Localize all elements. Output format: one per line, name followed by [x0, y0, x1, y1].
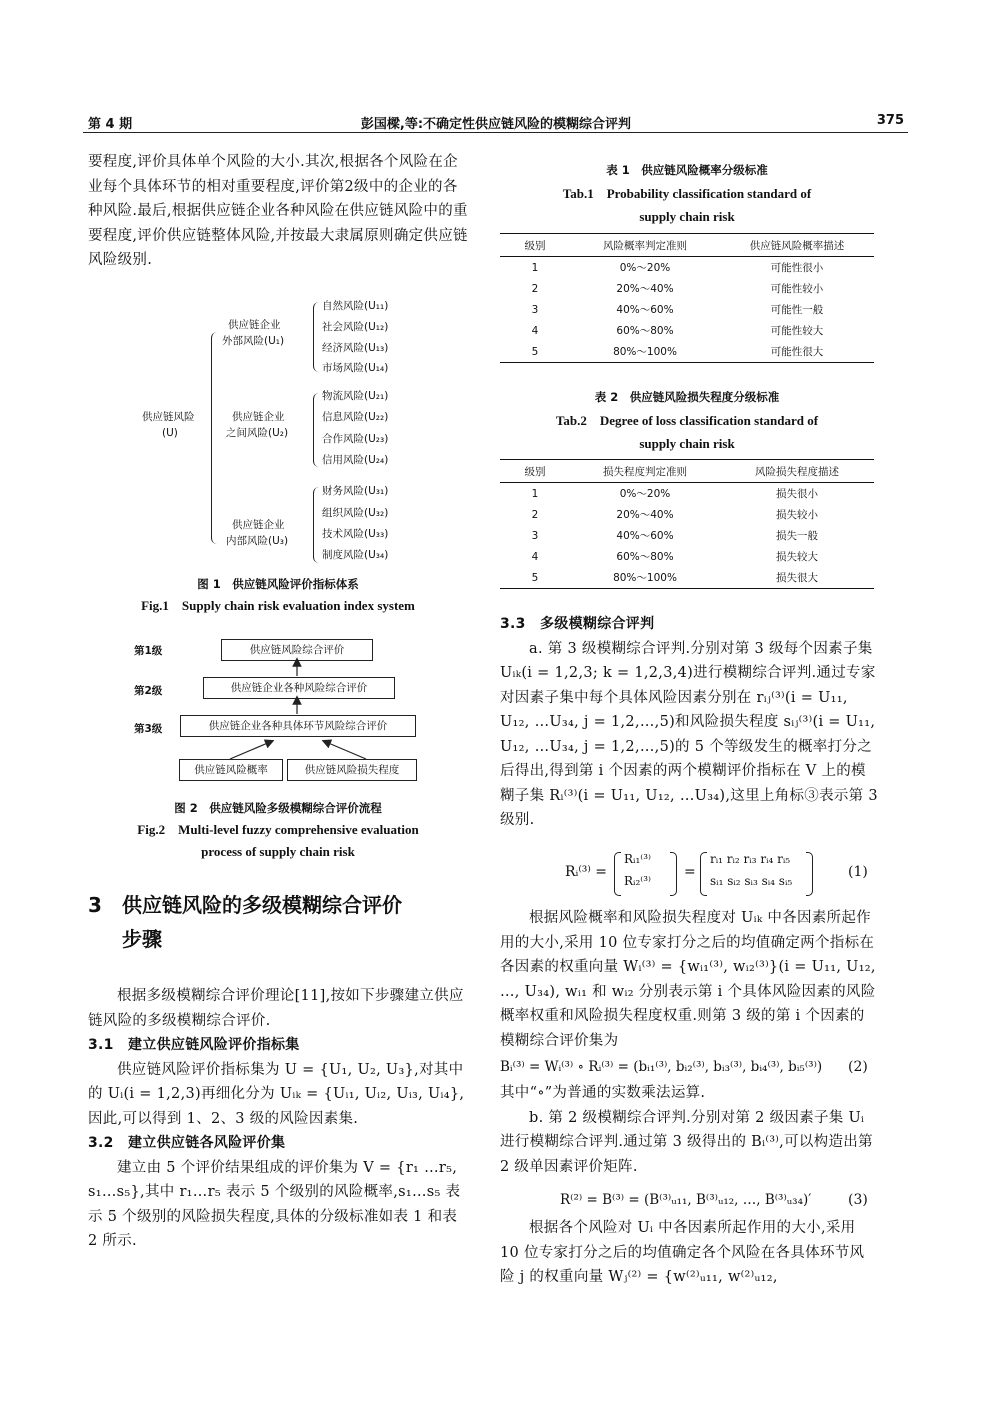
fig2-box-probability: 供应链风险概率 [179, 759, 283, 781]
tab1-header: 供应链风险概率描述 [720, 234, 874, 257]
tab2-cell: 80%～100% [570, 567, 720, 589]
eq1-brace-right-1 [670, 852, 677, 896]
table-2 [500, 459, 874, 589]
table-row [500, 278, 874, 299]
tab2-cell: 损失较小 [776, 509, 818, 521]
tab1-cell: 60%～80% [616, 325, 674, 337]
tab2-cell: 5 [500, 567, 570, 589]
fig1-item-u11: 自然风险(U₁₁) [322, 300, 389, 312]
tab2-cell: 1 [531, 487, 539, 500]
tab1-caption-en2: supply chain risk [639, 209, 735, 224]
tab2-header: 风险损失程度描述 [720, 460, 874, 483]
tab1-cell: 4 [531, 324, 539, 337]
eq2-number: (2) [848, 1059, 868, 1075]
fig1-group-3-name: 供应链企业 [232, 519, 285, 531]
para-c: b. 第 2 级模糊综合评判.分别对第 2 级因素子集 Uᵢ 进行模糊综合评判.通过第 3 级得出的 Bᵢ⁽³⁾,可以构造出第 2 级单因素评价矩阵. [500, 1109, 873, 1175]
fig2-level-1: 第1级 [134, 645, 163, 657]
table-row [500, 341, 874, 363]
fig2-arrow-loss-to-3 [326, 742, 366, 759]
section-3-body [88, 984, 468, 1254]
tab1-cell: 1 [531, 261, 539, 274]
fig1-group-2-name: 供应链企业 [232, 411, 285, 423]
table-row [500, 504, 874, 525]
eq1-matrix-row2: sᵢ₁ sᵢ₂ sᵢ₃ sᵢ₄ sᵢ₅ [710, 874, 793, 888]
tab2-cell: 损失一般 [776, 530, 818, 542]
eq1-brace-right-2 [806, 852, 813, 896]
tab1-cell: 0%～20% [619, 262, 671, 274]
eq2: Bᵢ⁽³⁾ = Wᵢ⁽³⁾ ∘ Rᵢ⁽³⁾ = (bᵢ₁⁽³⁾, bᵢ₂⁽³⁾, bᵢ₃⁽³⁾, bᵢ₄⁽³⁾, bᵢ₅⁽³⁾) [500, 1059, 823, 1075]
tab1-cell: 可能性较大 [770, 325, 824, 337]
fig1-group-1-brace [313, 302, 321, 372]
fig1-item-u31: 财务风险(U₃₁) [322, 485, 389, 497]
eq1-number: (1) [848, 864, 868, 880]
para-b-block [500, 906, 878, 1053]
tab2-cell: 0%～20% [619, 488, 671, 500]
tab1-cell: 可能性很小 [770, 262, 824, 274]
s33-heading: 3.3 多级模糊综合评判 [500, 616, 655, 632]
tab1-cell: 可能性较小 [770, 283, 824, 295]
fig1-group-1-name2: 外部风险(U₁) [222, 335, 285, 347]
section-3-3-body [500, 612, 878, 833]
para-d: 根据各个风险对 Uᵢ 中各因素所起作用的大小,采用 10 位专家打分之后的均值确定各个风险在各具体环节风险 j 的权重向量 Wⱼ⁽²⁾ = {w⁽²⁾ᵤ₁₁, w⁽²⁾ᵤ₁₂, [500, 1220, 865, 1285]
tab1-header: 级别 [500, 234, 570, 257]
fig1-item-u13: 经济风险(U₁₃) [322, 342, 389, 354]
s31-text: 供应链风险评价指标集为 U = {U₁, U₂, U₃},对其中的 Uᵢ(i = 1,2,3)再细化分为 Uᵢₖ = {Uᵢ₁, Uᵢ₂, Uᵢ₃, Uᵢ₄},因此,可以得到 1、2、3 级的风险因素集. [88, 1061, 465, 1127]
tab1-caption-cn: 表 1 供应链风险概率分级标准 [606, 163, 768, 177]
tab1-cell: 3 [531, 303, 539, 316]
tab2-cell: 损失很小 [776, 488, 818, 500]
fig1-item-u24: 信用风险(U₂₄) [322, 454, 389, 466]
table-row [500, 299, 874, 320]
fig2-arrows [170, 655, 430, 765]
eq3: R⁽²⁾ = B⁽³⁾ = (B⁽³⁾ᵤ₁₁, B⁽³⁾ᵤ₁₂, …, B⁽³⁾ᵤ₃₄)′ [560, 1192, 812, 1208]
running-title: 彭国樑,等:不确定性供应链风险的模糊综合评判 [360, 117, 632, 132]
fig1-item-u21: 物流风险(U₂₁) [322, 390, 389, 402]
table-row [500, 567, 874, 589]
tab2-cell: 损失很大 [720, 567, 874, 589]
fig2-box-level3: 供应链企业各种具体环节风险综合评价 [180, 715, 416, 737]
fig2-box-level2: 供应链企业各种风险综合评价 [203, 677, 395, 699]
tab1-cell: 20%～40% [616, 283, 674, 295]
s32-text: 建立由 5 个评价结果组成的评价集为 V = {r₁ …r₅, s₁…s₅},其中 r₁…r₅ 表示 5 个级别的风险概率,s₁…s₅ 表示 5 个级别的风险损失程度,具体的分级标准如表 1 和表 2 所示. [88, 1159, 461, 1249]
fig1-item-u12: 社会风险(U₁₂) [322, 321, 389, 333]
fig1-group-2-brace [313, 393, 321, 467]
fig1-item-u33: 技术风险(U₃₃) [322, 528, 389, 540]
tab1-cell: 可能性一般 [770, 304, 824, 316]
fig2-caption-en1: Fig.2 Multi-level fuzzy comprehensive evaluation [137, 822, 419, 837]
fig2-caption-cn: 图 2 供应链风险多级模糊综合评价流程 [174, 801, 382, 815]
tab2-header: 损失程度判定准则 [570, 460, 720, 483]
fig1-caption-en: Fig.1 Supply chain risk evaluation index system [141, 598, 415, 613]
tab1-cell: 40%～60% [616, 304, 674, 316]
section-3-number: 3 [88, 893, 102, 917]
tab2-cell: 60%～80% [616, 551, 674, 563]
fig2-level-3: 第3级 [134, 723, 163, 735]
fig2-level-2: 第2级 [134, 685, 163, 697]
para-b1: 根据风险概率和风险损失程度对 Uᵢₖ 中各因素所起作用的大小,采用 10 位专家打分之后的均值确定两个指标在各因素的权重向量 Wᵢ⁽³⁾ = {wᵢ₁⁽³⁾, wᵢ₂⁽³⁾}(i = U₁₁, U₁₂, …, U₃₄), wᵢ₁ 和 wᵢ₂ 分别表示第 i 个具体风险因素的风险概率权重和风险损失程度权重.则第 3 级的第 i 个因素的模糊综合评价集为 [500, 910, 876, 1049]
tab2-caption-cn: 表 2 供应链风险损失程度分级标准 [594, 390, 780, 404]
section-3-title-line1: 供应链风险的多级模糊综合评价 [122, 893, 402, 917]
intro-text: 要程度,评价具体单个风险的大小.其次,根据各个风险在企业每个具体环节的相对重要程度,评价第2级中的企业的各种风险.最后,根据供应链企业各种风险在供应链风险中的重要程度,评价供应链整体风险,并按最大隶属原则确定供应链风险级别. [88, 154, 468, 268]
table-row [500, 483, 874, 505]
eq1-mid-row2: Rᵢ₂⁽³⁾ [624, 874, 651, 888]
table-row [500, 546, 874, 567]
tab2-cell: 40%～60% [616, 530, 674, 542]
s32-heading: 3.2 建立供应链各风险评价集 [88, 1135, 286, 1151]
eq1-brace-left-1 [614, 852, 621, 896]
fig1-item-u34: 制度风险(U₃₄) [322, 549, 389, 561]
tab1-caption-en1: Tab.1 Probability classification standard of [562, 186, 812, 201]
page-number: 375 [876, 113, 904, 128]
tab1-cell: 2 [531, 282, 539, 295]
eq2-note-block [500, 1081, 878, 1179]
s3-intro-text: 根据多级模糊综合评价理论[11],按如下步骤建立供应链风险的多级模糊综合评价. [88, 988, 464, 1029]
table-row [500, 525, 874, 546]
eq1-matrix-row1: rᵢ₁ rᵢ₂ rᵢ₃ rᵢ₄ rᵢ₅ [710, 852, 791, 866]
intro-paragraph [88, 150, 468, 273]
fig1-group-1-name: 供应链企业 [228, 319, 281, 331]
s31-heading: 3.1 建立供应链风险评价指标集 [88, 1037, 300, 1053]
eq1-brace-left-2 [700, 852, 707, 896]
fig1-item-u22: 信息风险(U₂₂) [322, 411, 389, 423]
fig2-caption-en2: process of supply chain risk [201, 844, 355, 859]
fig2-box-overall: 供应链风险综合评价 [221, 639, 373, 661]
tab2-cell: 4 [531, 550, 539, 563]
tab2-caption-en1: Tab.2 Degree of loss classification standard of [555, 413, 819, 428]
fig1-item-u32: 组织风险(U₃₂) [322, 507, 389, 519]
eq1-mid-row1: Rᵢ₁⁽³⁾ [624, 852, 651, 866]
fig1-item-u23: 合作风险(U₂₃) [322, 433, 389, 445]
eq3-number: (3) [848, 1192, 868, 1208]
table-1 [500, 233, 874, 363]
tab2-cell: 20%～40% [616, 509, 674, 521]
fig1-group-3-name2: 内部风险(U₃) [226, 535, 289, 547]
tab2-header: 级别 [500, 460, 570, 483]
issue-number: 第 4 期 [88, 117, 133, 132]
tab2-cell: 损失较大 [776, 551, 818, 563]
section-3-title-line2: 步骤 [122, 927, 162, 951]
header-rule [83, 132, 908, 133]
tab2-cell: 3 [531, 529, 539, 542]
fig1-root-symbol: (U) [162, 427, 178, 439]
tab1-header: 风险概率判定准则 [570, 234, 720, 257]
tab1-cell: 80%～100% [570, 341, 720, 363]
fig1-item-u14: 市场风险(U₁₄) [322, 362, 389, 374]
fig1-group-2-name2: 之间风险(U₂) [226, 427, 289, 439]
tab1-cell: 5 [500, 341, 570, 363]
tab2-caption-en2: supply chain risk [639, 436, 735, 451]
eq1-lhs: Rᵢ⁽³⁾ = [565, 864, 608, 880]
fig1-caption-cn: 图 1 供应链风险评价指标体系 [197, 577, 359, 591]
fig1-root-brace [211, 332, 220, 544]
fig1-root-label: 供应链风险 [142, 411, 195, 423]
para-a: a. 第 3 级模糊综合评判.分别对第 3 级每个因素子集 Uᵢₖ(i = 1,2,3; k = 1,2,3,4)进行模糊综合评判.通过专家对因素子集中每个具体风险因素分别在 rᵢⱼ⁽³⁾(i = U₁₁, U₁₂, …U₃₄, j = 1,2,…,5)和风险损失程度 sᵢⱼ⁽³⁾(i = U₁₁, U₁₂, …U₃₄, j = 1,2,…,5)的 5 个等级发生的概率打分之后得出,得到第 i 个因素的两个模糊评价指标在 V 上的模糊子集 Rᵢ⁽³⁾(i = U₁₁, U₁₂, …U₃₄),这里上角标③表示第 3 级别. [500, 640, 878, 828]
eq1-equals: = [684, 864, 696, 880]
para-d-block [500, 1216, 878, 1290]
tab1-cell: 可能性很大 [720, 341, 874, 363]
table-row [500, 257, 874, 279]
fig2-arrow-prob-to-3 [230, 742, 270, 759]
table-row [500, 320, 874, 341]
fig2-box-loss: 供应链风险损失程度 [287, 759, 417, 781]
fig1-group-3-brace [313, 487, 321, 563]
eq2-note: 其中“∘”为普通的实数乘法运算. [500, 1085, 706, 1101]
tab2-cell: 2 [531, 508, 539, 521]
